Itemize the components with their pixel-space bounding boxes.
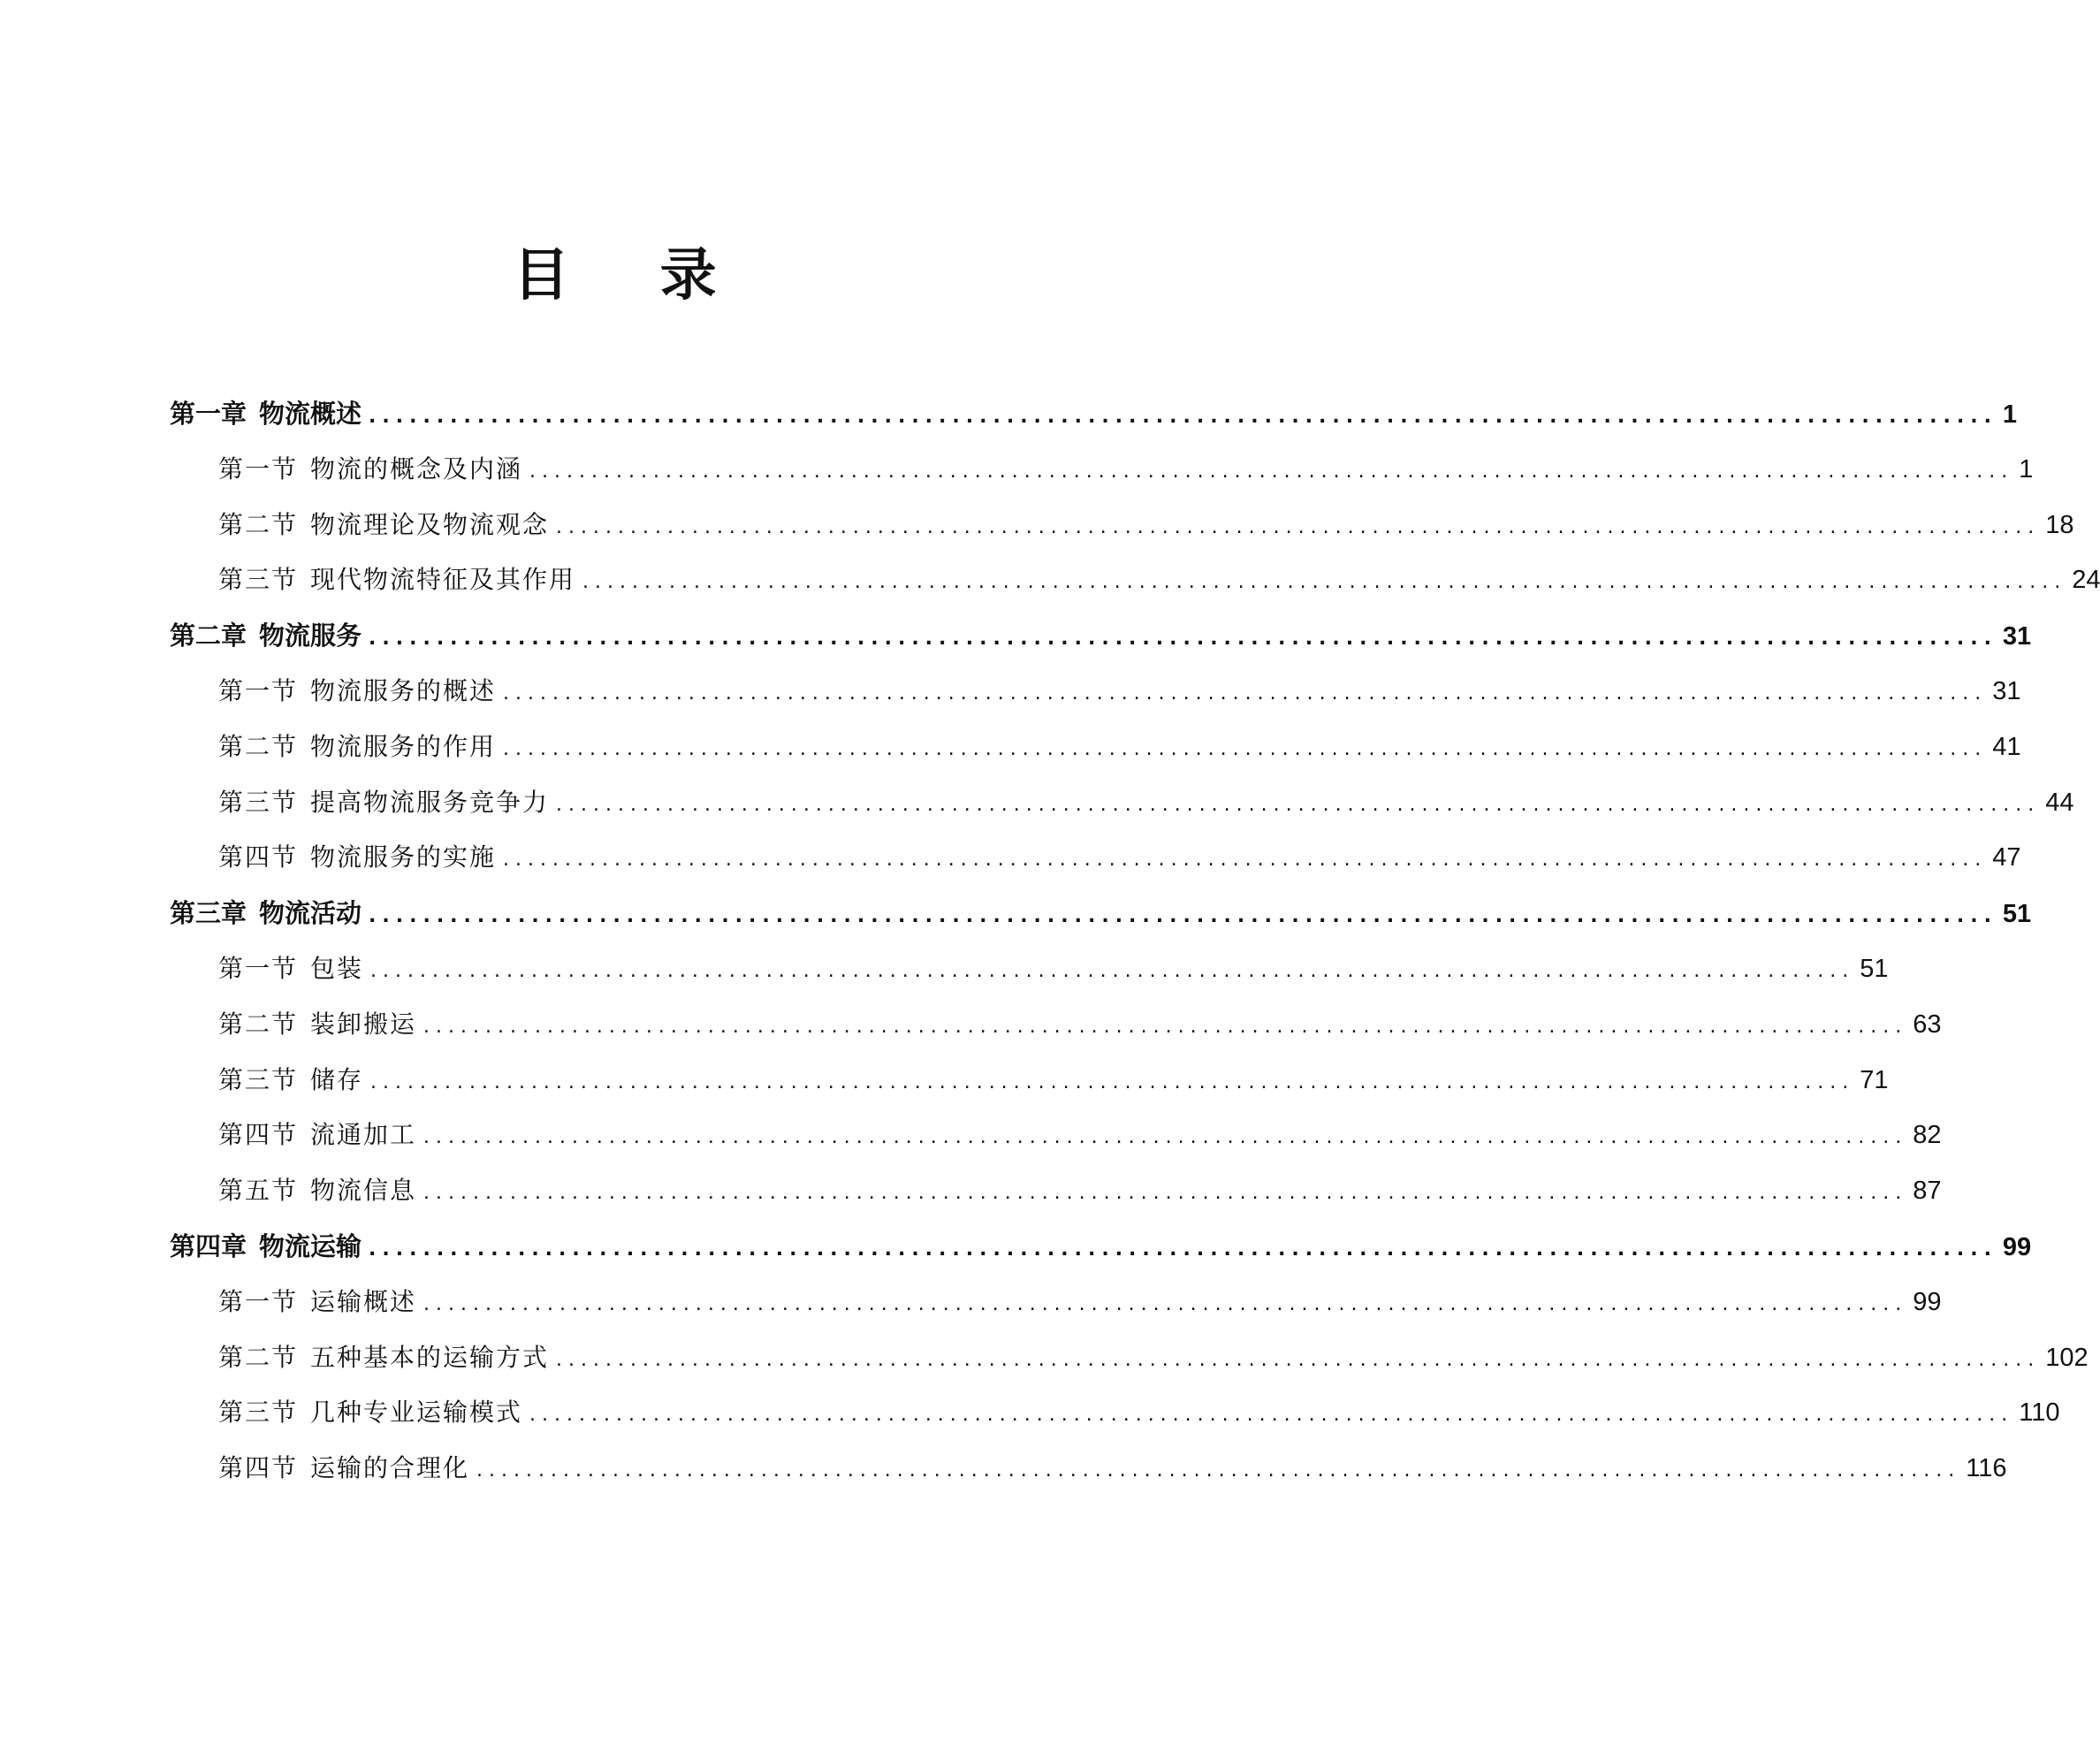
toc-page-number: 1 <box>2019 454 2034 484</box>
toc-entry-title: 物流服务 <box>259 621 362 651</box>
toc-entry-title: 运输的合理化 <box>310 1453 470 1483</box>
toc-entry-title: 流通加工 <box>310 1120 417 1150</box>
toc-dot-leader: ........................................................................................................................ <box>556 1348 2041 1371</box>
toc-page-number: 47 <box>1992 843 2021 872</box>
toc-section-row[interactable] <box>218 1337 2089 1379</box>
toc-page-number: 82 <box>1913 1121 1942 1150</box>
toc-entry-title: 运输概述 <box>310 1286 417 1316</box>
toc-page-number: 116 <box>1966 1454 2007 1483</box>
toc-entry-number: 第二节 <box>218 509 299 539</box>
toc-entry-number: 第四章 <box>170 1231 247 1261</box>
toc-entry-label <box>218 726 496 768</box>
toc-entry-title: 物流服务的作用 <box>310 731 497 761</box>
toc-entry-label <box>218 948 363 990</box>
toc-entry-label <box>218 1281 416 1323</box>
toc-entry-label <box>218 559 575 601</box>
toc-dot-leader: ........................................................................................................................ <box>476 1459 1961 1482</box>
toc-chapter-row[interactable] <box>170 614 2032 657</box>
toc-section-row[interactable] <box>218 1447 2007 1489</box>
toc-page-number: 99 <box>2002 1233 2032 1261</box>
toc-dot-leader: ........................................................................................................................ <box>503 737 1988 760</box>
toc-entry-title: 包装 <box>310 954 364 983</box>
toc-entry-number: 第一节 <box>218 1286 299 1316</box>
toc-entry-number: 第一节 <box>218 676 299 705</box>
toc-page-number: 110 <box>2019 1398 2060 1428</box>
toc-entry-label <box>218 504 549 546</box>
toc-entry-number: 第三节 <box>218 787 299 817</box>
toc-dot-leader: ........................................................................................................................ <box>503 849 1988 872</box>
toc-page-number: 51 <box>2002 900 2032 929</box>
toc-page-number: 71 <box>1860 1065 1889 1094</box>
toc-page-number: 99 <box>1913 1287 1942 1316</box>
toc-entry-number: 第一章 <box>170 399 247 429</box>
toc-entry-title: 几种专业运输模式 <box>310 1398 523 1428</box>
toc-entry-label <box>170 392 361 435</box>
toc-entry-number: 第五节 <box>218 1176 299 1206</box>
toc-section-row[interactable] <box>218 670 2021 712</box>
toc-entry-label <box>218 1114 416 1156</box>
toc-page-number: 44 <box>2045 788 2074 817</box>
toc-entry-label <box>170 614 361 657</box>
toc-entry-title: 储存 <box>310 1064 364 1094</box>
toc-page-number: 51 <box>1860 955 1889 983</box>
toc-dot-leader: ........................................................................................................................ <box>423 1126 1908 1149</box>
toc-entry-title: 物流运输 <box>259 1231 362 1261</box>
toc-entry-number: 第二节 <box>218 1342 299 1372</box>
toc-entry-title: 物流概述 <box>259 399 362 429</box>
toc-entry-number: 第三节 <box>218 1398 299 1428</box>
toc-page-number: 1 <box>2002 400 2018 429</box>
toc-dot-leader: ........................................................................................................................ <box>423 1292 1908 1315</box>
toc-entry-number: 第一节 <box>218 954 299 983</box>
toc-dot-leader: ........................................................................................................................ <box>582 571 2067 594</box>
toc-section-row[interactable] <box>218 1059 1889 1101</box>
toc-dot-leader: ........................................................................................................................ <box>503 682 1988 705</box>
toc-dot-leader: ........................................................................................................................ <box>423 1015 1908 1038</box>
toc-chapter-row[interactable] <box>170 392 2018 435</box>
toc-entry-number: 第二节 <box>218 1009 299 1039</box>
toc-entry-title: 物流理论及物流观念 <box>310 509 550 539</box>
toc-section-row[interactable] <box>218 1281 1942 1323</box>
toc-entry-title: 物流信息 <box>310 1176 417 1206</box>
toc-page-number: 31 <box>1992 677 2021 705</box>
toc-entry-label <box>218 781 549 824</box>
toc-entry-number: 第四节 <box>218 1453 299 1483</box>
toc-entry-title: 物流服务的概述 <box>310 676 497 705</box>
toc-entry-title: 物流活动 <box>259 898 362 929</box>
toc-entry-label <box>218 448 522 491</box>
toc-entry-number: 第三节 <box>218 565 299 595</box>
toc-page-number: 87 <box>1913 1177 1942 1206</box>
toc-entry-number: 第一节 <box>218 453 299 484</box>
toc-page-number: 102 <box>2045 1343 2089 1372</box>
toc-page-number: 63 <box>1913 1009 1942 1039</box>
toc-entry-label <box>218 1169 416 1212</box>
toc-page-number: 18 <box>2045 510 2074 539</box>
toc-entry-number: 第三节 <box>218 1064 299 1094</box>
toc-dot-leader: ........................................................................................................................ <box>369 628 1997 651</box>
toc-entry-number: 第四节 <box>218 842 299 872</box>
toc-entry-title: 五种基本的运输方式 <box>310 1342 550 1372</box>
toc-dot-leader: ........................................................................................................................ <box>370 960 1855 982</box>
toc-entry-label <box>218 1003 416 1046</box>
toc-entry-label <box>170 892 361 934</box>
toc-entry-title: 提高物流服务竞争力 <box>310 787 550 817</box>
toc-entry-label <box>218 1447 469 1489</box>
toc-dot-leader: ........................................................................................................................ <box>369 1238 1997 1261</box>
toc-entry-label <box>218 1337 549 1379</box>
toc-section-row[interactable] <box>218 781 2074 824</box>
toc-entry-number: 第四节 <box>218 1120 299 1150</box>
toc-entry-title: 物流服务的实施 <box>310 842 497 872</box>
toc-section-row[interactable] <box>218 1169 1942 1212</box>
toc-section-row[interactable] <box>218 448 2034 491</box>
toc-entry-title: 现代物流特征及其作用 <box>310 565 576 595</box>
toc-page-number: 31 <box>2002 622 2032 651</box>
toc-entry-label <box>218 836 496 879</box>
toc-dot-leader: ........................................................................................................................ <box>370 1070 1855 1093</box>
toc-dot-leader: ........................................................................................................................ <box>529 460 2014 483</box>
toc-chapter-row[interactable] <box>170 892 2032 934</box>
toc-entry-label <box>170 1225 361 1268</box>
toc-entry-title: 装卸搬运 <box>310 1009 417 1039</box>
toc-dot-leader: ........................................................................................................................ <box>369 406 1997 428</box>
toc-page-number: 41 <box>1992 732 2021 761</box>
toc-section-row[interactable] <box>218 1114 1942 1156</box>
toc-entry-number: 第三章 <box>170 898 247 929</box>
toc-dot-leader: ........................................................................................................................ <box>369 905 1997 928</box>
toc-section-row[interactable] <box>218 1003 1942 1046</box>
toc-section-row[interactable] <box>218 559 2100 601</box>
toc-section-row[interactable] <box>218 504 2074 546</box>
toc-dot-leader: ........................................................................................................................ <box>423 1182 1908 1205</box>
toc-dot-leader: ........................................................................................................................ <box>529 1404 2014 1427</box>
toc-entry-number: 第二节 <box>218 731 299 761</box>
toc-section-row[interactable] <box>218 836 2021 879</box>
toc-entry-label <box>218 670 496 712</box>
toc-dot-leader: ........................................................................................................................ <box>556 793 2041 816</box>
toc-entry-label <box>218 1059 363 1101</box>
page-title: 目 录 <box>513 242 752 309</box>
toc-page-number: 24 <box>2072 566 2100 595</box>
toc-entry-number: 第二章 <box>170 621 247 651</box>
toc-entry-label <box>218 1391 522 1434</box>
toc-section-row[interactable] <box>218 726 2021 768</box>
toc-section-row[interactable] <box>218 1391 2060 1434</box>
toc-entry-title: 物流的概念及内涵 <box>310 453 523 484</box>
toc-section-row[interactable] <box>218 948 1889 990</box>
toc-dot-leader: ........................................................................................................................ <box>556 515 2041 538</box>
toc-chapter-row[interactable] <box>170 1225 2032 1268</box>
